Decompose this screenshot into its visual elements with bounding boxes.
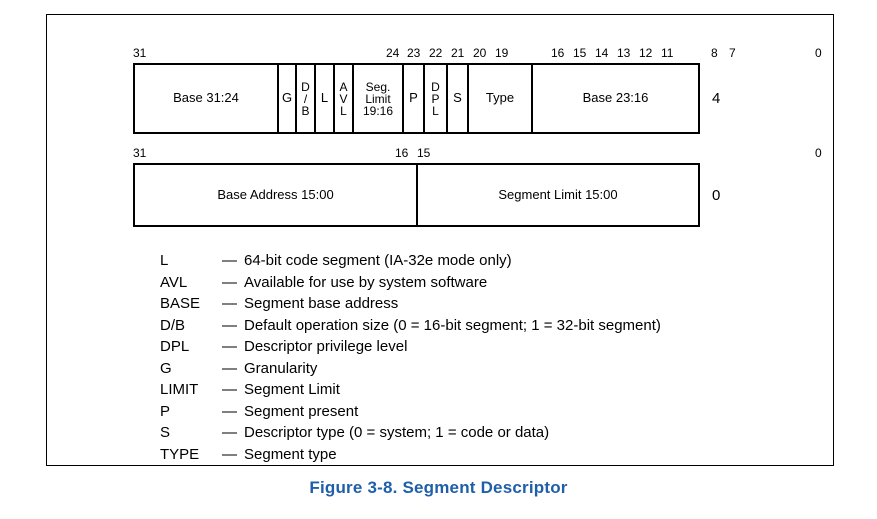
legend-item [160, 338, 661, 360]
field-base-31-24 [135, 65, 279, 132]
field-label: Type [485, 90, 515, 106]
legend-item [160, 295, 661, 317]
bit-number-label: 13 [617, 46, 631, 60]
figure-caption: Figure 3-8. Segment Descriptor [309, 478, 568, 497]
field-l-flag [316, 65, 335, 132]
field-p-flag [404, 65, 425, 132]
field-avl-flag [335, 65, 354, 132]
legend-dash: — [222, 424, 237, 441]
legend-abbreviation: AVL [160, 273, 188, 291]
legend-dash: — [222, 402, 237, 420]
bit-number-label: 21 [451, 46, 465, 60]
legend-abbreviation: G [160, 359, 172, 377]
field-label: Base 31:24 [173, 90, 239, 106]
legend-dash: — [222, 338, 237, 355]
field-seg-limit-19-16 [354, 65, 404, 132]
field-label: G [281, 90, 293, 106]
bit-number-label: 24 [386, 46, 400, 60]
descriptor-row-lower [133, 163, 700, 227]
field-base-address-15-00 [135, 165, 418, 225]
legend-item [160, 424, 661, 446]
field-segment-limit-15-00 [418, 165, 698, 225]
bit-number-label: 11 [661, 46, 674, 60]
field-label-stack [431, 81, 440, 117]
field-label-line: L [432, 103, 439, 118]
field-label-stack [339, 81, 347, 117]
legend-abbreviation: BASE [160, 295, 201, 312]
field-label-line: V [339, 91, 348, 106]
legend-item [160, 252, 661, 274]
bit-number-label: 16 [551, 46, 565, 60]
legend-description: Segment type [244, 445, 337, 463]
field-label-line: B [301, 103, 310, 118]
legend-item [160, 317, 661, 339]
legend-abbreviation: LIMIT [160, 381, 199, 398]
field-label: P [409, 90, 418, 106]
legend-item [160, 360, 661, 382]
field-db-flag [297, 65, 316, 132]
bit-number-label: 7 [729, 46, 736, 60]
bit-number-label: 19 [495, 46, 509, 60]
legend-list [160, 252, 661, 467]
bit-number-label: 12 [639, 46, 653, 60]
legend-item [160, 403, 661, 425]
field-label-line: A [339, 79, 348, 94]
descriptor-row-upper [133, 63, 700, 134]
field-label: Base Address 15:00 [217, 186, 334, 202]
field-label-stack [363, 81, 393, 117]
legend-abbreviation: L [160, 252, 169, 269]
field-label-line: D [301, 79, 310, 94]
bit-number-label: 14 [595, 46, 609, 60]
legend-abbreviation: P [160, 402, 171, 420]
legend-dash: — [222, 295, 237, 312]
field-s-flag [448, 65, 469, 132]
field-g-flag [279, 65, 297, 132]
legend-abbreviation: DPL [160, 338, 190, 355]
legend-abbreviation: S [160, 424, 171, 441]
legend-dash: — [222, 359, 237, 377]
legend-description: Available for use by system software [244, 273, 488, 291]
bit-number-label: 0 [815, 146, 822, 160]
field-label: L [320, 90, 329, 106]
legend-item [160, 381, 661, 403]
field-label: Base 23:16 [582, 90, 649, 106]
bit-number-label: 16 [395, 146, 409, 160]
legend-description: Descriptor privilege level [244, 338, 408, 355]
bit-number-label: 15 [573, 46, 587, 60]
field-base-23-16 [533, 65, 698, 132]
legend-item [160, 446, 661, 468]
legend-dash: — [222, 445, 237, 463]
field-label-line: / [303, 91, 308, 106]
field-label-line: L [340, 103, 347, 118]
field-label-stack [301, 81, 310, 117]
legend-description: Segment Limit [244, 381, 340, 398]
field-label-line: Limit [365, 91, 391, 106]
legend-dash: — [222, 252, 237, 269]
legend-description: Descriptor type (0 = system; 1 = code or data) [244, 424, 550, 441]
bit-ruler-lower [133, 146, 833, 160]
field-type-field [469, 65, 533, 132]
legend-dash: — [222, 316, 237, 334]
field-label: S [453, 90, 462, 106]
bit-number-label: 31 [133, 146, 147, 160]
bit-number-label: 20 [473, 46, 487, 60]
legend-dash: — [222, 381, 237, 398]
field-label-line: D [431, 79, 440, 94]
legend-abbreviation: D/B [160, 316, 186, 334]
bit-number-label: 15 [417, 146, 431, 160]
bit-number-label: 8 [711, 46, 718, 60]
bit-number-label: 0 [815, 46, 822, 60]
bit-number-label: 22 [429, 46, 443, 60]
field-label-line: Seg. [365, 79, 391, 94]
offset-label-4: 4 [712, 90, 721, 107]
bit-ruler-upper [133, 46, 833, 60]
field-label: Segment Limit 15:00 [498, 186, 618, 202]
field-label-line: 19:16 [362, 103, 394, 118]
bit-number-label: 23 [407, 46, 421, 60]
legend-description: 64-bit code segment (IA-32e mode only) [244, 252, 512, 269]
legend-abbreviation: TYPE [160, 445, 200, 463]
field-dpl-field [425, 65, 448, 132]
field-label-line: P [431, 91, 440, 106]
bit-number-label: 31 [133, 46, 147, 60]
legend-item [160, 274, 661, 296]
legend-dash: — [222, 273, 237, 291]
legend-description: Granularity [244, 359, 318, 377]
offset-label-0: 0 [712, 187, 721, 204]
legend-description: Default operation size (0 = 16-bit segment; 1 = 32-bit segment) [244, 316, 661, 334]
legend-description: Segment present [244, 402, 359, 420]
legend-description: Segment base address [244, 295, 399, 312]
